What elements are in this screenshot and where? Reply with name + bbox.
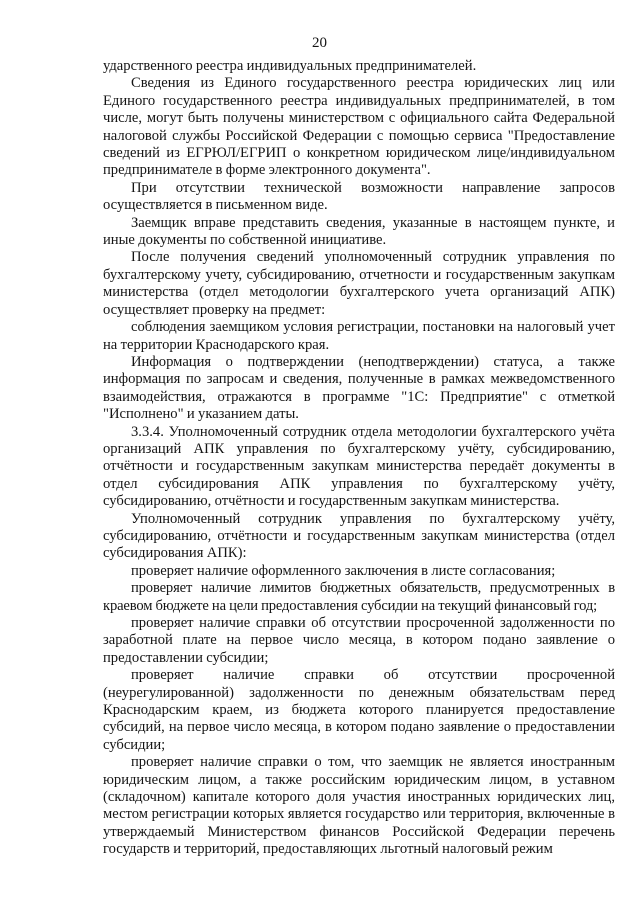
paragraph-borrower-right: Заемщик вправе представить сведения, указанные в настоящем пункте, и иные документы по собственной инициативе.	[103, 214, 615, 249]
paragraph-check-monetary-debt: проверяет наличие справки об отсутствии просроченной (неурегулированной) задолженности по денежным обязательствам перед Краснодарским краем, из бюджета которого планируется предоставление субсидий, на первое число месяца, в котором подано заявление о предоставлении субсидии;	[103, 667, 615, 753]
paragraph-continuation: ударственного реестра индивидуальных предпринимателей.	[103, 58, 477, 74]
paragraph-written-requests: При отсутствии технической возможности направление запросов осуществляется в письменном виде.	[103, 179, 615, 214]
paragraph-verification-intro: После получения сведений уполномоченный сотрудник управления по бухгалтерскому учету, субсидированию, отчетности и государственным закупкам министерства (отдел методологии бухгалтерского учета организаций АПК) осуществляет проверку на предмет:	[103, 249, 615, 318]
paragraph-status-info: Информация о подтверждении (неподтверждении) статуса, а также информация по запросам и сведения, полученные в рамках межведомственного взаимодействия, отражаются в программе "1С: Предприятие" с отметкой "Исполнено" и указанием даты.	[103, 353, 615, 423]
paragraph-egrul-sources: Сведения из Единого государственного реестра юридических лиц или Единого государственного реестра индивидуальных предпринимателей, в том числе, могут быть получены министерством с официального сайта Федеральной налоговой службы Российской Федерации с помощью сервиса "Предоставление сведений из ЕГРЮЛ/ЕГРИП о конкретном юридическом лице/индивидуальном предпринимателе в форме электронного документа".	[103, 75, 615, 179]
paragraph-subsidy-department: Уполномоченный сотрудник управления по бухгалтерскому учёту, субсидированию, отчётности и государственным закупкам министерства (отдел субсидирования АПК):	[103, 510, 615, 562]
paragraph-check-foreign-entity: проверяет наличие справки о том, что заемщик не является иностранным юридическим лицом, а также российским юридическим лицом, в уставном (складочном) капитале которого доля участия иностранных юридических лиц, местом регистрации которых является государство или территория, включенные в утверждаемый Министерством финансов Российской Федерации перечень государств и территорий, предоставляющих льготный налоговый режим	[103, 754, 615, 858]
paragraph-check-limits: проверяет наличие лимитов бюджетных обязательств, предусмотренных в краевом бюджете на цели предоставления субсидии на текущий финансовый год;	[103, 580, 615, 614]
paragraph-clause-3-3-4: 3.3.4. Уполномоченный сотрудник отдела методологии бухгалтерского учёта организаций АПК управления по бухгалтерскому учёту, субсидированию, отчётности и государственным закупкам министерства передаёт документы в отдел субсидирования АПК управления по бухгалтерскому учёту, субсидированию, отчётности и государственным закупкам министерства.	[103, 423, 615, 510]
paragraph-check-salary-debt: проверяет наличие справки об отсутствии просроченной задолженности по заработной плате на первое число месяца, в котором подано заявление о предоставлении субсидии;	[103, 615, 615, 666]
page-number: 20	[312, 35, 327, 51]
paragraph-registration-check: соблюдения заемщиком условия регистрации, постановки на налоговый учет на территории Краснодарского края.	[103, 319, 615, 353]
paragraph-check-conclusion: проверяет наличие оформленного заключения в листе согласования;	[131, 562, 556, 579]
document-text	[103, 58, 615, 859]
